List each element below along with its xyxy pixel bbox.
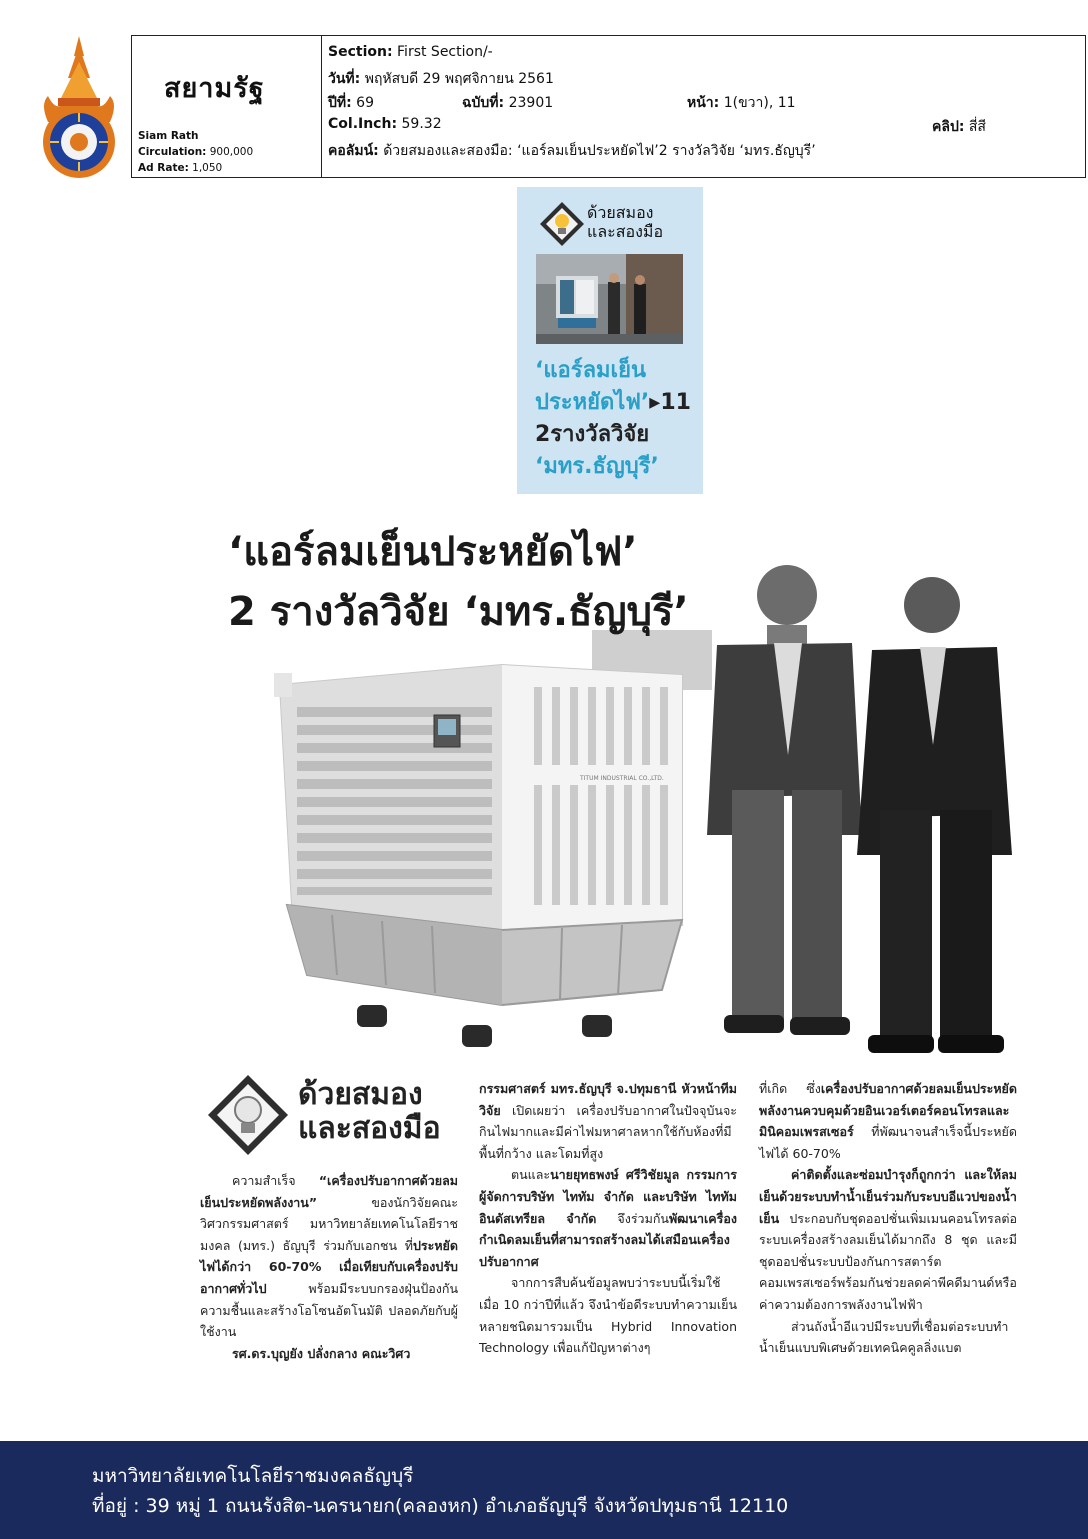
teaser-headline	[535, 355, 691, 483]
text-run-bold: “เครื่องปรับอากาศด้วยลมเย็นประหยัดพลังงาน”	[200, 1173, 458, 1210]
page-row	[687, 92, 796, 114]
headline-line1: ‘แอร์ลมเย็นประหยัดไฟ’	[228, 529, 638, 575]
issue-row	[462, 92, 553, 114]
column-logo-icon	[207, 1074, 289, 1156]
date-label: วันที่:	[328, 71, 361, 87]
paragraph	[759, 1316, 1017, 1359]
date-value: พฤหัสบดี 29 พฤศจิกายน 2561	[364, 71, 554, 87]
footer-university-name: มหาวิทยาลัยเทคโนโลยีราชมงคลธัญบุรี	[92, 1465, 414, 1487]
text-run-bold: พัฒนาเครื่องกำเนิดลมเย็นที่สามารถสร้างลมได้เสมือนเครื่องปรับอากาศ	[479, 1210, 737, 1269]
researcher-right	[857, 577, 1012, 1053]
headline-line2: 2 รางวัลวิจัย ‘มทร.ธัญบุรี’	[228, 589, 689, 635]
text-run: จากการสืบค้นข้อมูลพบว่าระบบนี้เริ่มใช้เมื่อ 10 กว่าปีที่แล้ว จึงนำข้อดีระบบทำความเย็นหลายชนิดมารวมเป็น Hybrid Innovation Technology เพื่อแก้ปัญหาต่างๆ	[479, 1275, 737, 1356]
teaser-page-ref: ▸11	[649, 390, 691, 415]
text-run: ส่วนถังน้ำอีแวปมีระบบที่เชื่อมต่อระบบทำน้ำเย็นแบบพิเศษด้วยเทคนิคคูลลิ่งแบต	[759, 1318, 1009, 1356]
text-run: ที่เกิด ซึ่ง	[759, 1081, 821, 1096]
text-run-bold: รศ.ดร.บุญยัง ปลั่งกลาง คณะวิศว	[232, 1345, 411, 1361]
air-cooler-illustration	[274, 665, 682, 1047]
paragraph	[479, 1164, 737, 1272]
clipping-header	[131, 35, 1086, 178]
bulb-diamond-icon	[539, 201, 585, 247]
footer-address: ที่อยู่ : 39 หมู่ 1 ถนนรังสิต-นครนายก(คลองหก) อำเภอธัญบุรี จังหวัดปทุมธานี 12110	[92, 1495, 789, 1517]
text-run-bold: เครื่องปรับอากาศด้วยลมเย็นประหยัดพลังงานควบคุมด้วยอินเวอร์เตอร์คอนโทรลและมินิคอมเพรสเซอร์	[759, 1081, 1017, 1140]
text-run-bold: ค่าติดตั้งและซ่อมบำรุงก็ถูกกว่า และให้ลมเย็นด้วยระบบทำน้ำเย็นร่วมกับระบบอีแวปของน้ำเย็น	[759, 1167, 1017, 1226]
issue-label: ฉบับที่:	[462, 95, 505, 111]
university-seal-icon	[34, 34, 124, 184]
text-run: ประกอบกับชุดออปชั่นเพิ่มเมนคอนโทรลต่อระบบเครื่องสร้างลมเย็นได้มากถึง 8 ชุด และมีชุดออปชั่นระบบป้องกันการสตาร์ตคอมเพรสเซอร์พร้อมกันช่วยลดค่าพีคดีมานด์หรือค่าความต้องการพลังงานไฟฟ้า	[759, 1210, 1017, 1312]
article-column-3	[759, 1078, 1017, 1359]
text-run: เปิดเผยว่า เครื่องปรับอากาศในปัจจุบันจะกินไฟมากและมีค่าไฟมหาศาลหากใช้กับห้องที่มีพื้นที่กว้าง และโดมที่สูง	[479, 1102, 737, 1161]
page-value: 1(ขวา), 11	[723, 95, 796, 111]
date-row	[328, 68, 554, 90]
column-logo-line1: ด้วยสมอง	[298, 1077, 423, 1112]
teaser-line2: ประหยัดไฟ’	[535, 390, 650, 415]
article-column-2	[479, 1078, 737, 1359]
text-run: ที่พัฒนาจนสำเร็จนี้ประหยัดไฟได้ 60-70%	[759, 1124, 1017, 1161]
column-logo-line2: และสองมือ	[298, 1111, 441, 1146]
newspaper-name-en: Siam Rath	[138, 130, 199, 142]
paragraph	[200, 1343, 458, 1365]
text-run: จึงร่วมกัน	[596, 1210, 669, 1226]
column-value: ด้วยสมองและสองมือ: ‘แอร์ลมเย็นประหยัดไฟ’2 รางวัลวิจัย ‘มทร.ธัญบุรี’	[383, 143, 816, 159]
badge-logo-line1: ด้วยสมอง	[587, 203, 654, 222]
paragraph	[200, 1170, 458, 1343]
section-value: First Section/-	[397, 44, 493, 60]
ad-rate-label: Ad Rate:	[138, 162, 189, 174]
ad-rate-value: 1,050	[192, 162, 223, 174]
paragraph	[479, 1078, 737, 1164]
clip-row	[932, 116, 986, 138]
section-row	[328, 44, 493, 60]
text-run: ตนและ	[511, 1167, 551, 1183]
column-logo-text	[298, 1078, 441, 1146]
teaser-line1: ‘แอร์ลมเย็น	[535, 358, 646, 383]
issue-value: 23901	[508, 95, 554, 111]
year-label: ปีที่:	[328, 95, 352, 111]
clip-label: คลิป:	[932, 119, 965, 135]
text-run-bold: นายยุทธพงษ์ ศรีวิชัยมูล กรรมการผู้จัดการบริษัท ไททัม จำกัด และบริษัท ไททัม อินดัสเทรียล จำกัด	[479, 1167, 737, 1226]
clipping-details	[322, 36, 1085, 177]
colinch-row	[328, 116, 442, 132]
colinch-label: Col.Inch:	[328, 116, 398, 132]
badge-logo-text	[587, 203, 663, 241]
front-page-teaser	[517, 187, 703, 494]
page-label: หน้า:	[687, 95, 720, 111]
column-label: คอลัมน์:	[328, 143, 379, 159]
section-label: Section:	[328, 44, 393, 60]
teaser-photo	[536, 254, 683, 344]
year-value: 69	[356, 95, 374, 111]
text-run-bold: กรรมศาสตร์ มทร.ธัญบุรี จ.ปทุมธานี หัวหน้าทีมวิจัย	[479, 1081, 737, 1118]
text-run: ของนักวิจัยคณะวิศวกรรมศาสตร์ มหาวิทยาลัยเทคโนโลยีราชมงคล (มทร.) ธัญบุรี ร่วมกับเอกชน ที่	[200, 1194, 458, 1253]
publication-meta	[138, 128, 253, 176]
column-row	[328, 140, 816, 162]
teaser-line4: ‘มทร.ธัญบุรี’	[535, 454, 659, 479]
article-headline	[228, 522, 689, 642]
paragraph	[479, 1272, 737, 1358]
paragraph	[759, 1164, 1017, 1315]
svg-text:TITUM INDUSTRIAL CO.,LTD.: TITUM INDUSTRIAL CO.,LTD.	[580, 775, 664, 782]
year-row	[328, 92, 374, 114]
paragraph	[759, 1078, 1017, 1164]
text-run-bold: ประหยัดไฟได้กว่า 60-70% เมื่อเทียบกับเครื่องปรับอากาศทั่วไป	[200, 1237, 458, 1296]
article-column-1	[200, 1170, 458, 1364]
circulation-label: Circulation:	[138, 146, 207, 158]
colinch-value: 59.32	[401, 116, 442, 132]
newspaper-name: สยามรัฐ	[164, 73, 265, 104]
badge-logo-line2: และสองมือ	[587, 222, 664, 241]
clip-value: สี่สี	[968, 119, 986, 135]
circulation-value: 900,000	[209, 146, 254, 158]
researcher-left	[707, 565, 862, 1035]
text-run: ความสำเร็จ	[232, 1173, 319, 1188]
publication-info	[132, 36, 322, 177]
teaser-line3: 2รางวัลวิจัย	[535, 422, 650, 447]
university-footer	[0, 1441, 1088, 1539]
text-run: พร้อมมีระบบกรองฝุ่นป้องกันความชื้นและสร้างโอโซนอัตโนมัติ ปลอดภัยกับผู้ใช้งาน	[200, 1280, 458, 1340]
